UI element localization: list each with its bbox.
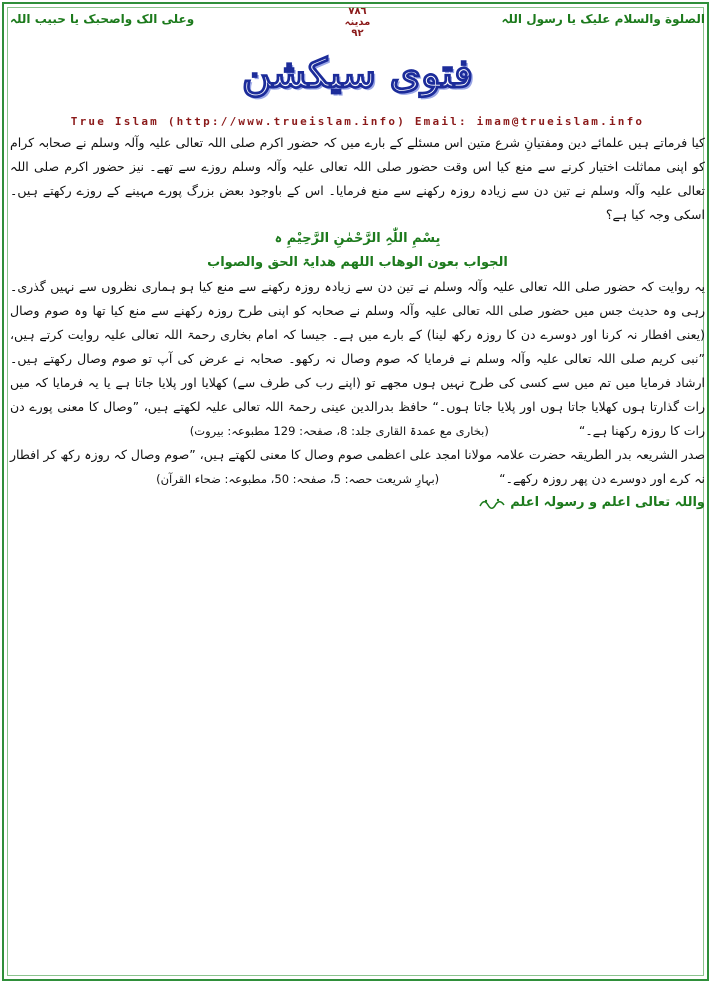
question-text: کیا فرماتے ہیں علمائے دین ومفتیانِ شرع متین اس مسئلے کے بارے میں کہ حضور اکرم صلی اللہ تعالی علیہ وآلہ وسلم نے صحابہ کرام کو اپنی مماثلت اختیار کرنے سے منع کیا اس وقت حضور صلی اللہ تعالی علیہ وآلہ وسلم روزے سے تھے۔ نیز حضور اکرم صلی اللہ تعالی علیہ وآلہ وسلم نے تین دن سے زیادہ روزہ رکھنے سے منع فرمایا۔ اس کے باوجود بعض بزرگ پورے مہینے کے روزے رکھتے ہیں۔ اسکی وجہ کیا ہے؟ xyxy=(10,135,705,222)
answer-paragraph-1 xyxy=(10,275,705,443)
calligraphy-seal-icon xyxy=(478,496,506,510)
reference-bahar-e-shariat: (بہارِ شریعت حصہ: 5، صفحہ: 50، مطبوعہ: ضحاء القرآن) xyxy=(156,472,440,486)
page-number-92: ٩٢ xyxy=(351,28,364,39)
page-number-madina: مدینہ xyxy=(344,17,371,28)
fatwa-body xyxy=(10,131,705,515)
header-salutation-left: وعلی الک واصحبک یا حبیب اللہ xyxy=(10,12,195,26)
page-number-786: ٧٨٦ xyxy=(348,6,367,17)
bismillah: بِسْمِ اللّٰہِ الرَّحْمٰنِ الرَّحِیْمِ ہ xyxy=(274,231,441,246)
reference-bukhari: (بخاری مع عمدۃ القاری جلد: 8، صفحہ: 129 مطبوعہ: بیروت) xyxy=(189,424,489,438)
page-number-block xyxy=(345,6,371,39)
closing-text: واللہ تعالی اعلم و رسولہ اعلم xyxy=(510,495,705,510)
header xyxy=(10,6,705,46)
closing-line xyxy=(10,491,705,515)
contact-line: True Islam (http://www.trueislam.info) Email: imam@trueislam.info xyxy=(70,115,645,128)
page-title: فتوی سیکشن xyxy=(242,50,473,97)
answer-heading: الجواب بعون الوھاب اللھم ھدایۃ الحق والصواب xyxy=(207,255,508,270)
answer-text-2: صدر الشریعہ بدر الطریقہ حضرت علامہ مولانا امجد علی اعظمی صوم وصال کا معنی لکھتے ہیں، ”صوم وصال کہ روزہ رکھ کر افطار نہ کرے اور دوسرے دن پھر روزہ رکھے۔“ xyxy=(10,447,705,486)
answer-paragraph-2 xyxy=(10,443,705,491)
header-salutation-right: الصلوة والسلام علیک یا رسول اللہ xyxy=(501,12,705,26)
answer-text-1: یہ روایت کہ حضور صلی اللہ تعالی علیہ وآلہ وسلم نے تین دن سے زیادہ روزہ رکھنے سے منع کیا ہو ہماری نظروں سے نہیں گذری۔ رہی وہ حدیث جس میں حضور صلی اللہ تعالی علیہ وآلہ وسلم نے صحابہ کو اپنی طرح روزہ رکھنے سے منع کیا تھا وہ صوم وصال (یعنی افطار نہ کرنا اور دوسرے دن کا روزہ رکھ لینا) کے بارے میں ہے۔ جیسا کہ امام بخاری رحمۃ اللہ تعالی علیہ روایت کرتے ہیں، ”نبی کریم صلی اللہ تعالی علیہ وآلہ وسلم نے فرمایا کہ صوم وصال نہ رکھو۔ صحابہ نے عرض کی آپ تو صوم وصال رکھتے ہیں۔ ارشاد فرمایا میں تم میں سے کسی کی طرح نہیں ہوں مجھے تو (اپنے رب کی طرف سے) کھلایا اور پلایا جاتا ہے یا یہ فرمایا کہ میں رات گذارتا ہوں کھلایا جاتا ہوں اور پلایا جاتا ہوں۔“ حافظ بدرالدین عینی رحمۃ اللہ تعالی علیہ لکھتے ہیں، ”وصال کا معنی پورے دن رات کا روزہ رکھنا ہے۔“ xyxy=(10,279,705,438)
